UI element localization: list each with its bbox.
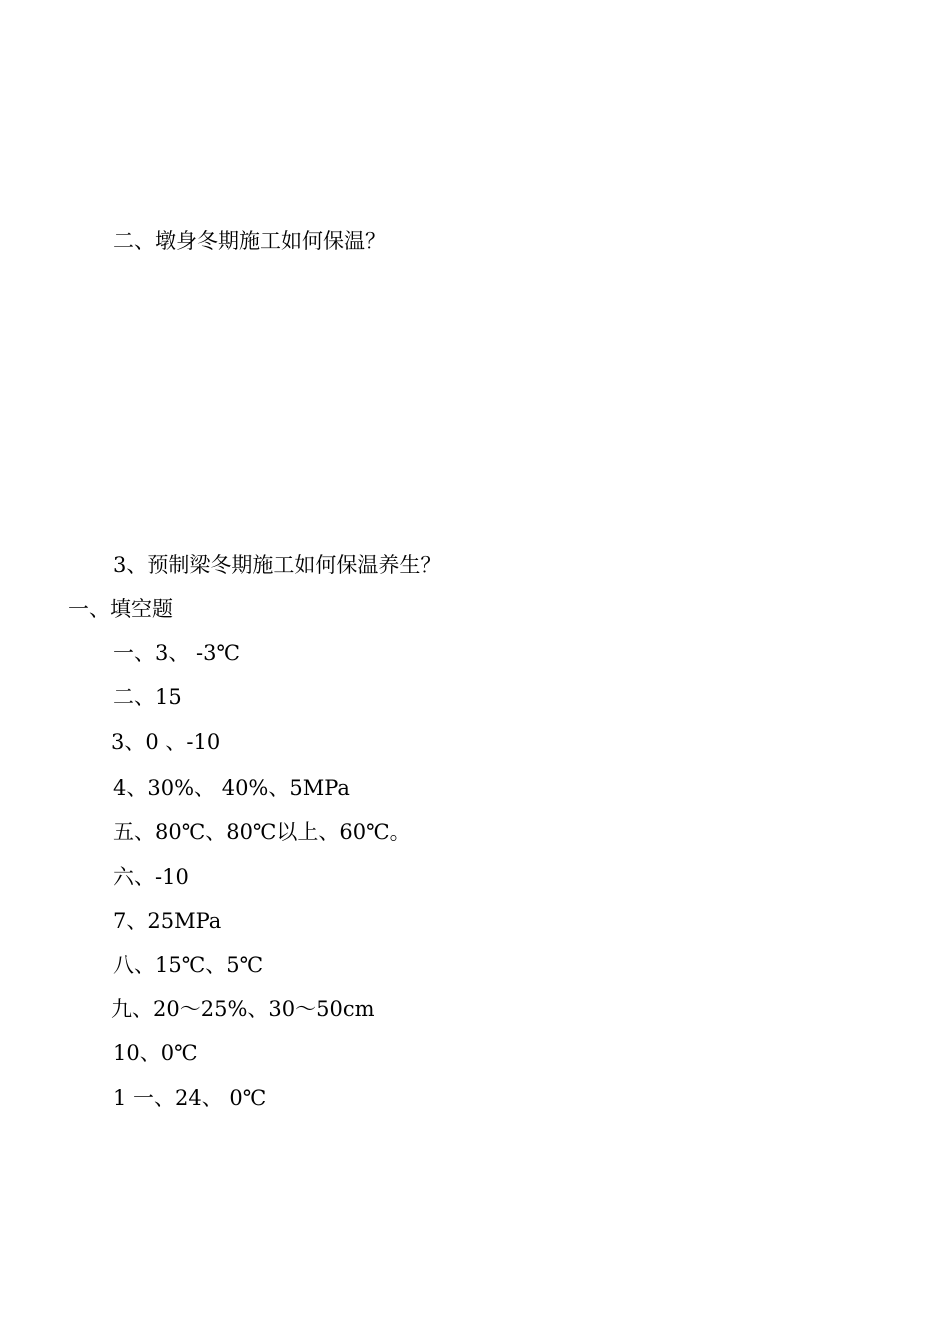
answer-item: 10、0℃	[113, 1041, 198, 1065]
answer-item: 五、80℃、80℃以上、60℃。	[113, 820, 411, 844]
answer-item: 3、0 、-10	[111, 730, 221, 754]
answer-item: 4、30%、 40%、5MPa	[113, 776, 350, 800]
question-3: 3、预制梁冬期施工如何保温养生？	[113, 553, 442, 577]
answer-item: 六、-10	[113, 865, 189, 889]
answer-item: 一、3、 -3℃	[113, 641, 240, 665]
answer-item: 1 一、24、 0℃	[113, 1086, 267, 1110]
answer-item: 二、15	[113, 685, 182, 709]
answer-item: 八、15℃、5℃	[113, 953, 264, 977]
answer-item: 九、20～25%、30～50cm	[111, 997, 375, 1021]
question-2: 二、墩身冬期施工如何保温？	[113, 229, 386, 253]
section-title: 一、填空题	[68, 597, 173, 621]
answer-item: 7、25MPa	[113, 909, 222, 933]
